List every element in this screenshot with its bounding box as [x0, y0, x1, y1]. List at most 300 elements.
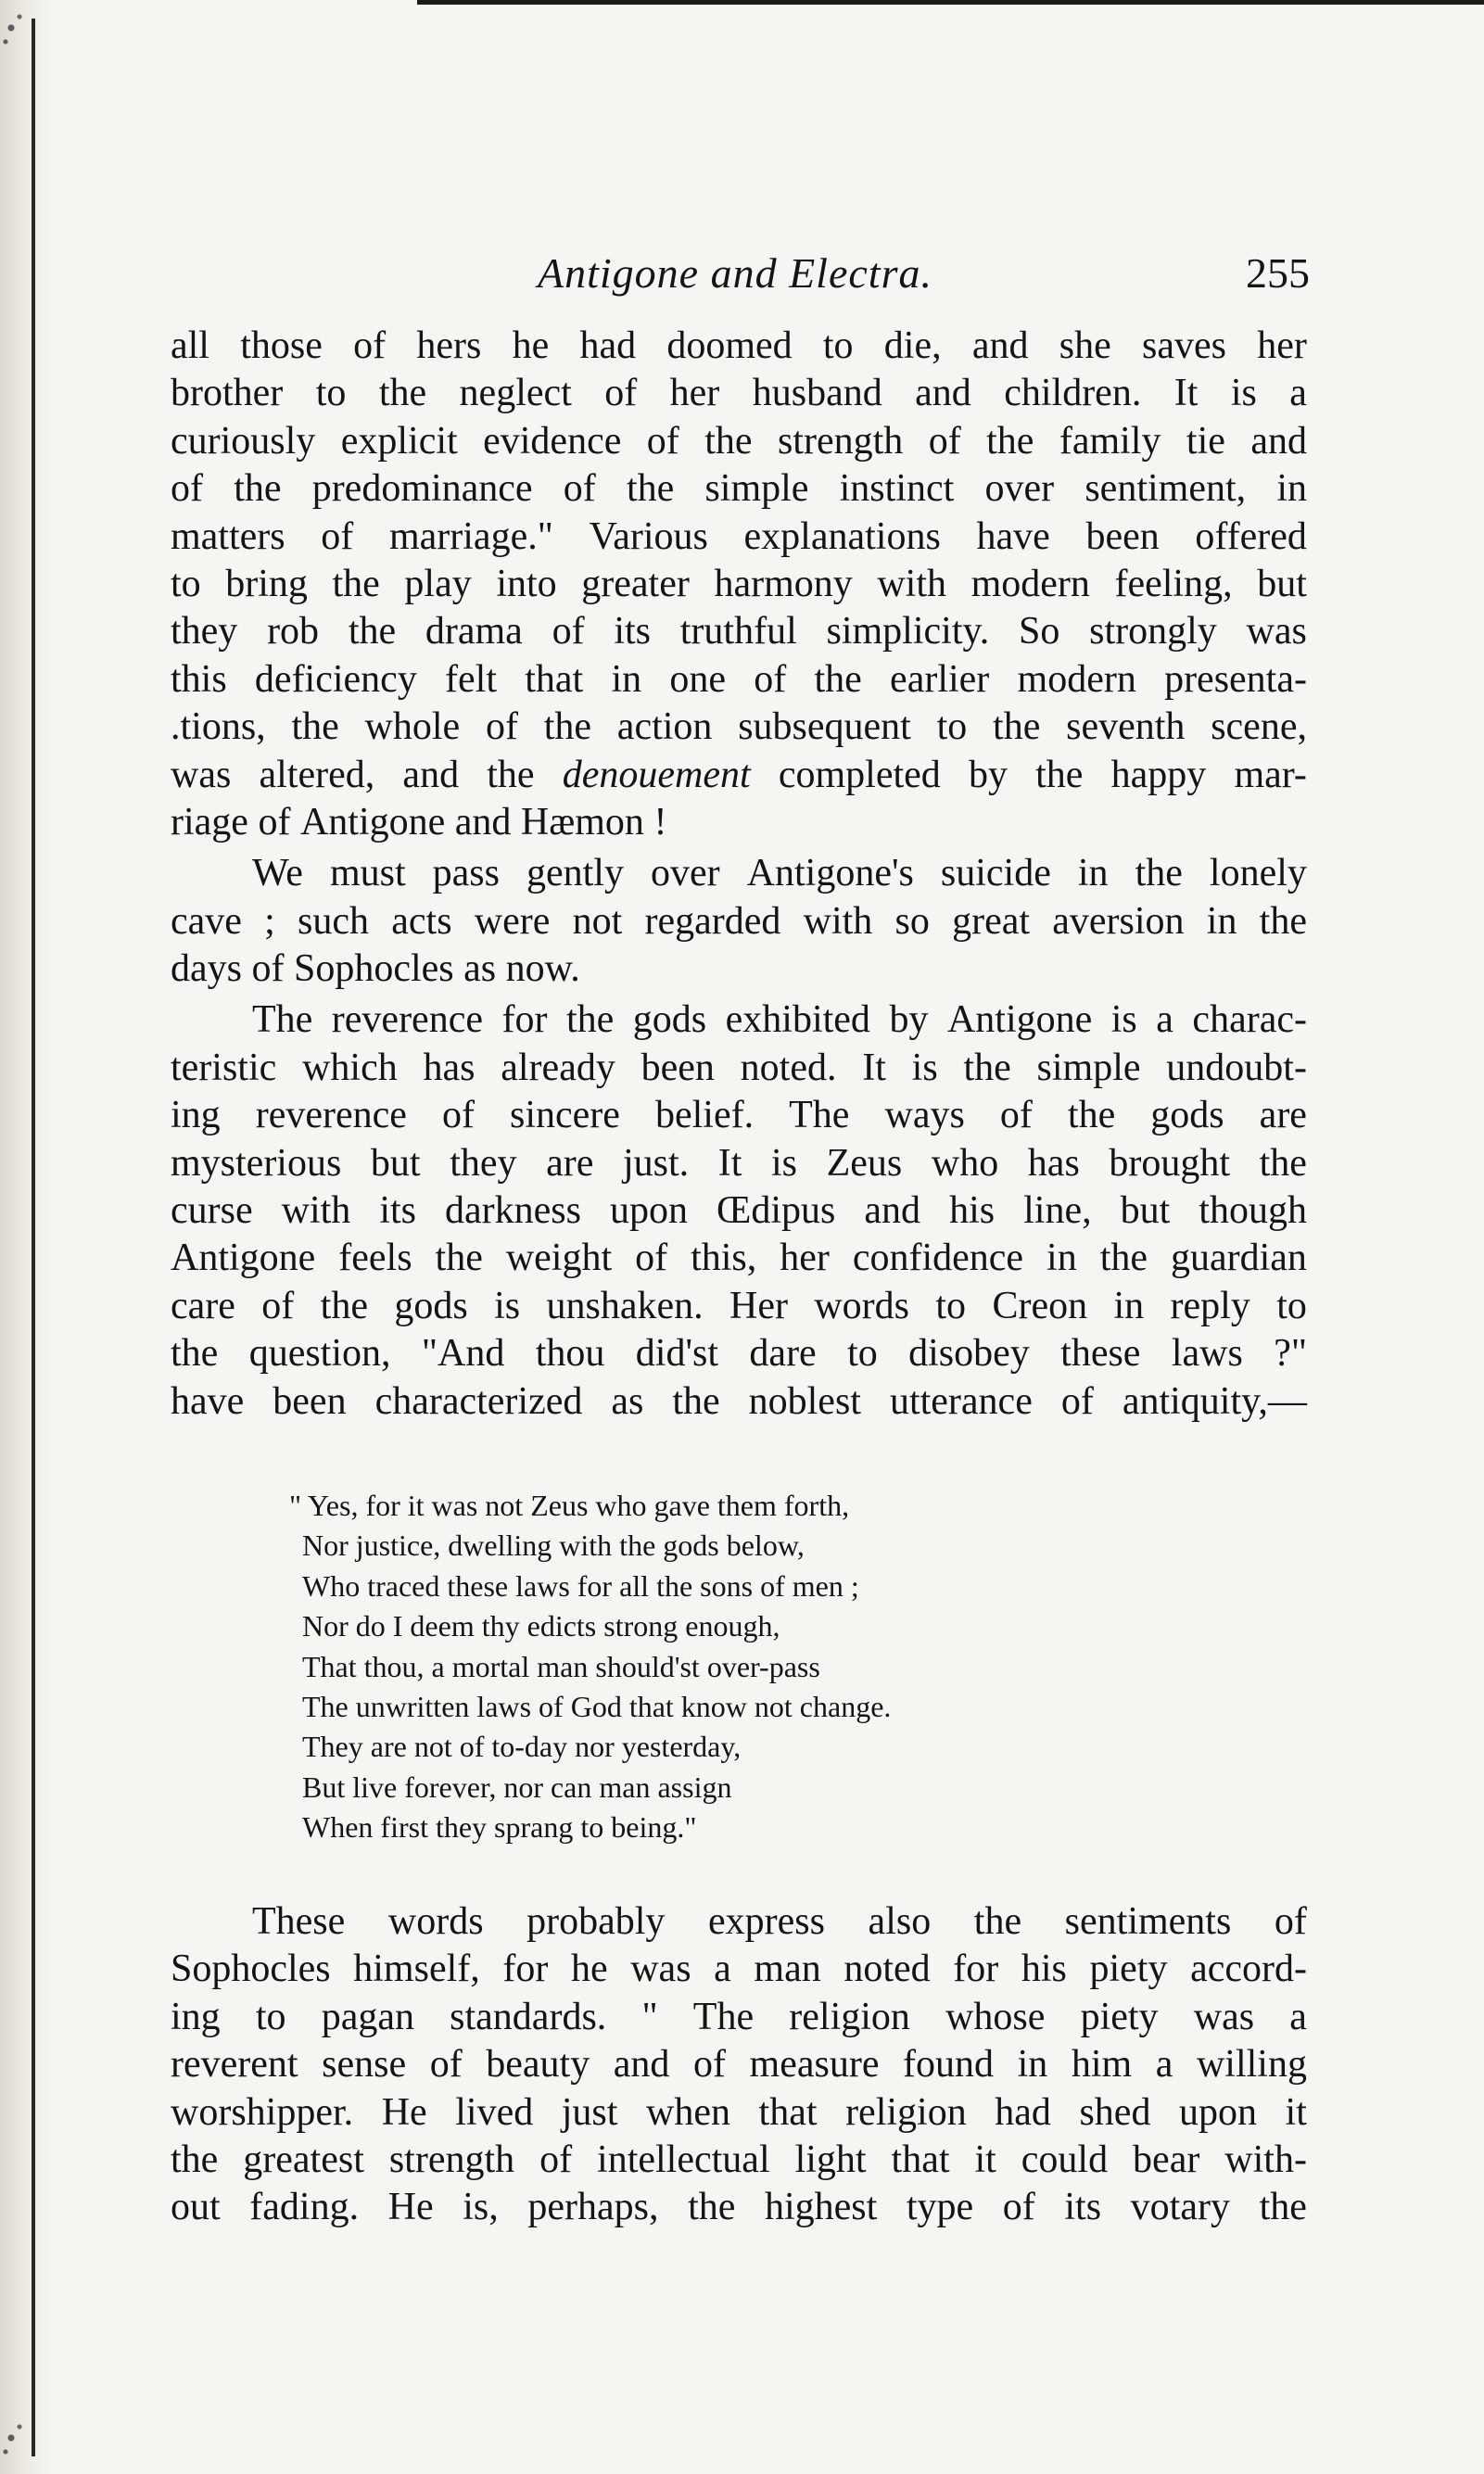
word: question, [248, 1332, 391, 1376]
word: of [999, 1094, 1033, 1137]
word: its [1064, 2186, 1102, 2229]
word: husband [752, 372, 882, 415]
word: they [450, 1141, 517, 1185]
word: it [1285, 2090, 1307, 2134]
text-line [171, 945, 1307, 993]
word: " [641, 1995, 658, 2038]
poem-line: That thou, a mortal man should'st over-pass [302, 1649, 820, 1683]
word: the [704, 419, 753, 463]
word: over [984, 467, 1055, 511]
word: and [915, 372, 971, 415]
word: It [1173, 372, 1199, 415]
text-line [171, 1330, 1307, 1377]
word: dare [749, 1332, 817, 1376]
text-line [171, 418, 1307, 465]
word: felt [445, 657, 498, 701]
word: belief. [654, 1094, 755, 1137]
word: Her [729, 1284, 788, 1327]
word: the [1035, 753, 1084, 796]
word: bear [1133, 2138, 1200, 2181]
word: the [378, 372, 427, 415]
word: just [561, 2090, 618, 2134]
word: by [889, 998, 929, 1042]
word: of [552, 610, 585, 653]
word: to [315, 372, 347, 415]
word: We [252, 852, 303, 895]
word: standards. [450, 1995, 607, 2038]
text-line [171, 898, 1307, 945]
word: they [171, 610, 238, 653]
word: riage [171, 800, 259, 844]
text-line [171, 2041, 1307, 2088]
text-line [171, 850, 1307, 897]
word: beauty [486, 2043, 590, 2087]
word: of [171, 467, 203, 511]
word: light [794, 2138, 867, 2181]
word: the [171, 1332, 219, 1376]
word: The [252, 998, 313, 1042]
text-line [171, 704, 1307, 751]
word: utterance [889, 1379, 1033, 1423]
word: the [234, 467, 282, 511]
word: of [1060, 1379, 1094, 1423]
word: of [441, 1094, 475, 1137]
word: care [171, 1284, 235, 1327]
word: sentiment, [1084, 467, 1247, 511]
text-line [171, 2137, 1307, 2184]
word: but [1257, 562, 1307, 605]
word: not [572, 899, 623, 943]
word: could [1021, 2138, 1109, 2181]
word: neglect [459, 372, 572, 415]
word: intellectual [597, 2138, 770, 2181]
word: is [771, 1141, 798, 1185]
word: .tions, [171, 705, 266, 749]
word: sincere [510, 1094, 620, 1137]
word: been [1085, 514, 1160, 558]
word: so [894, 899, 930, 943]
word: hers [416, 324, 482, 367]
word: for [501, 998, 548, 1042]
word: strongly [1089, 610, 1217, 653]
word: ing [171, 1094, 221, 1137]
running-title: Antigone and Electra. [538, 249, 932, 297]
word: that [758, 2090, 818, 2134]
text-line [171, 1187, 1307, 1235]
word: reverence [331, 998, 483, 1042]
text-line [171, 2089, 1307, 2137]
word: confidence [852, 1237, 1024, 1280]
word: probably [526, 1900, 666, 1943]
word: was [1246, 610, 1307, 653]
word: its [614, 610, 652, 653]
word: to [171, 562, 201, 605]
word: the [672, 1379, 720, 1423]
text-line [171, 465, 1307, 513]
word: gods [632, 998, 707, 1042]
text-line [171, 1140, 1307, 1187]
word: which [302, 1046, 398, 1089]
top-page-edge [417, 0, 1484, 5]
word: the [688, 2186, 736, 2229]
word: sentiments [1064, 1900, 1232, 1943]
poem-line: When first they sprang to being." [302, 1810, 697, 1845]
word: the [543, 705, 592, 749]
word: piety [1089, 1947, 1168, 1991]
word: was [630, 1947, 691, 1991]
word: to [847, 1332, 878, 1376]
word: for [502, 1947, 549, 1991]
text-line [171, 1283, 1307, 1330]
word: teristic [171, 1046, 277, 1089]
word: already [501, 1046, 615, 1089]
word: has [1027, 1141, 1080, 1185]
word: mar- [1234, 753, 1307, 796]
word: modern [1017, 657, 1136, 701]
word: truthful [679, 610, 797, 653]
word: the [348, 610, 397, 653]
word: lived [455, 2090, 534, 2134]
word: this, [691, 1237, 757, 1280]
text-line [171, 996, 1307, 1044]
word: mysterious [171, 1141, 342, 1185]
word: cave [171, 899, 242, 943]
word: undoubt- [1166, 1046, 1307, 1089]
word: Antigone [299, 800, 455, 844]
word: is [1110, 998, 1137, 1042]
word: characterized [374, 1379, 583, 1423]
word: gods [394, 1284, 468, 1327]
word: greatest [243, 2138, 364, 2181]
word: to [935, 1284, 967, 1327]
word: religion [845, 2090, 967, 2134]
word: the [1067, 1094, 1116, 1137]
word: sense [322, 2043, 407, 2087]
poem-line: Nor do I deem thy edicts strong enough, [302, 1609, 780, 1643]
word: it [974, 2138, 996, 2181]
word: to [1276, 1284, 1307, 1327]
word: the [435, 1237, 483, 1280]
text-line [171, 370, 1307, 417]
word: in [1276, 467, 1307, 511]
word: her [1257, 324, 1307, 367]
word: shed [1079, 2090, 1151, 2134]
word: the [332, 562, 380, 605]
word: one [669, 657, 727, 701]
word: over [651, 852, 720, 895]
word: Sophocles [294, 947, 464, 991]
word: tie [1186, 419, 1225, 463]
word: by [968, 753, 1008, 796]
word: earlier [890, 657, 990, 701]
word: ! [653, 800, 667, 844]
word: These [252, 1900, 346, 1943]
word: of [261, 1284, 295, 1327]
word: must [329, 852, 406, 895]
word: predominance [311, 467, 533, 511]
word: words [387, 1900, 484, 1943]
word: of [1274, 1900, 1307, 1943]
word: the [320, 1284, 368, 1327]
word: willing [1196, 2043, 1307, 2087]
word: scene, [1211, 705, 1307, 749]
word: found [903, 2043, 995, 2087]
word: and [971, 324, 1029, 367]
word: a [1289, 372, 1307, 415]
word: simplicity. [826, 610, 990, 653]
word: the [986, 419, 1034, 463]
page-number: 255 [1246, 249, 1310, 297]
word: greater [581, 562, 690, 605]
word: modern [970, 562, 1090, 605]
word: saves [1141, 324, 1226, 367]
word: Various [589, 514, 708, 558]
word: all [171, 324, 209, 367]
word: curse [171, 1189, 253, 1233]
word: unshaken. [546, 1284, 704, 1327]
word: words [814, 1284, 910, 1327]
word: though [1199, 1189, 1307, 1233]
word: suicide [940, 852, 1051, 895]
word: of [539, 2138, 573, 2181]
word: pagan [321, 1995, 414, 2038]
word: the [1259, 1141, 1307, 1185]
word: The [692, 1995, 755, 2038]
word: antiquity,— [1122, 1379, 1307, 1423]
word: noted. [740, 1046, 837, 1089]
word: completed [778, 753, 941, 796]
word: reply [1170, 1284, 1250, 1327]
word: with [281, 1189, 351, 1233]
word: strength [777, 419, 904, 463]
word: Sophocles [171, 1947, 331, 1991]
poem-line: " Yes, for it was not Zeus who gave them forth, [289, 1489, 850, 1522]
word: weight [505, 1237, 613, 1280]
word: a [1289, 1995, 1307, 2038]
text-line [171, 1235, 1307, 1282]
text-line [171, 1378, 1307, 1426]
poem-line: But live forever, nor can man assign [302, 1770, 732, 1804]
word: are [546, 1141, 594, 1185]
word: been [641, 1046, 715, 1089]
word: have [976, 514, 1050, 558]
word: when [646, 2090, 730, 2134]
word: He [387, 2186, 434, 2229]
poem-line: Who traced these laws for all the sons of men ; [302, 1568, 859, 1603]
word: seventh [1066, 705, 1186, 749]
text-line [171, 2184, 1307, 2231]
word: highest [764, 2186, 878, 2229]
word: is [494, 1284, 521, 1327]
word: simple [704, 467, 809, 511]
text-line [171, 1045, 1307, 1092]
poem-line: They are not of to-day nor yesterday, [302, 1730, 742, 1764]
word: curiously [171, 419, 316, 463]
text-line [171, 752, 1307, 799]
word: were [474, 899, 551, 943]
word: children. [1004, 372, 1142, 415]
word: him [1071, 2043, 1133, 2087]
word: that [525, 657, 584, 701]
word: the [626, 467, 675, 511]
word: acts [391, 899, 452, 943]
word: the [487, 753, 535, 796]
word: the [1259, 2186, 1307, 2229]
word: in [1113, 1284, 1145, 1327]
word: subsequent [738, 705, 911, 749]
word: laws [1171, 1332, 1243, 1376]
word: he [512, 324, 550, 367]
word: its [379, 1189, 417, 1233]
word: is, [463, 2186, 499, 2229]
word: instinct [839, 467, 955, 511]
word: these [1060, 1332, 1141, 1376]
word: in [1077, 852, 1109, 895]
word: the [1135, 852, 1183, 895]
word: of [321, 514, 354, 558]
word: offered [1195, 514, 1307, 558]
word: matters [171, 514, 285, 558]
word: Antigone's [746, 852, 914, 895]
word: whose [945, 1995, 1046, 2038]
word: measure [749, 2043, 880, 2087]
word: presenta- [1164, 657, 1307, 701]
word: express [708, 1900, 825, 1943]
word: accord- [1190, 1947, 1307, 1991]
word: in [611, 657, 642, 701]
word: exhibited [725, 998, 870, 1042]
word: worshipper. [171, 2090, 354, 2134]
poem-line: Nor justice, dwelling with the gods below, [302, 1529, 805, 1563]
word: a [714, 1947, 731, 1991]
word: noblest [748, 1379, 861, 1423]
word: harmony [714, 562, 853, 605]
text-line [171, 514, 1307, 561]
word: of [1002, 2186, 1035, 2229]
block-quote-poem [289, 1486, 892, 1848]
word: did'st [635, 1332, 719, 1376]
word: deficiency [254, 657, 417, 701]
running-head [174, 248, 1310, 308]
word: religion [789, 1995, 910, 2038]
word: and [454, 800, 521, 844]
word: was [171, 753, 232, 796]
word: and [1250, 419, 1307, 463]
word: in [1206, 899, 1237, 943]
word: ing [171, 1995, 221, 2038]
word: fading. [249, 2186, 360, 2229]
word: and [613, 2043, 670, 2087]
word: action [616, 705, 713, 749]
word: is [1230, 372, 1257, 415]
word: himself, [353, 1947, 480, 1991]
text-line [171, 1994, 1307, 2041]
word: of [604, 372, 638, 415]
word: drama [425, 610, 523, 653]
word: with- [1224, 2138, 1307, 2181]
word: feels [338, 1237, 412, 1280]
word: It [862, 1046, 886, 1089]
word: his [1021, 1947, 1067, 1991]
word: upon [610, 1189, 689, 1233]
binding-shadow-line [32, 19, 35, 2456]
word: simple [1036, 1046, 1141, 1089]
word: of [563, 467, 596, 511]
word: been [273, 1379, 347, 1423]
word: the [1099, 1237, 1148, 1280]
poem-line: The unwritten laws of God that know not change. [302, 1689, 892, 1723]
word: to [255, 1995, 286, 2038]
word: the [1259, 899, 1307, 943]
word: bring [225, 562, 308, 605]
word: play [404, 562, 472, 605]
binding-speck [0, 2410, 28, 2466]
word: also [868, 1900, 932, 1943]
word: He [381, 2090, 427, 2134]
word: the [814, 657, 862, 701]
word: Creon [992, 1284, 1088, 1327]
word: reverence [255, 1094, 407, 1137]
word: are [1259, 1094, 1307, 1137]
word: votary [1130, 2186, 1230, 2229]
text-line [171, 323, 1307, 370]
word: thou [535, 1332, 605, 1376]
word: but [1120, 1189, 1171, 1233]
word: such [298, 899, 370, 943]
word: It [717, 1141, 742, 1185]
word: lonely [1209, 852, 1307, 895]
word: but [370, 1141, 421, 1185]
word: to [936, 705, 968, 749]
word: as [463, 947, 506, 991]
word: the [171, 2138, 219, 2181]
word: the [993, 705, 1041, 749]
word: Antigone [171, 1237, 316, 1280]
binding-speck [0, 0, 28, 56]
word: whole [364, 705, 461, 749]
word: with [877, 562, 946, 605]
word: charac- [1192, 998, 1307, 1042]
word: So [1019, 610, 1060, 653]
word: the [291, 705, 339, 749]
word: feeling, [1114, 562, 1233, 605]
binding-edge [0, 0, 54, 2474]
word: of [754, 657, 787, 701]
word: and [402, 753, 460, 796]
word: piety [1080, 1995, 1159, 2038]
word: had [579, 324, 637, 367]
word: Œdipus [717, 1189, 836, 1233]
text-line [171, 1092, 1307, 1139]
word: was [1193, 1995, 1255, 2038]
word: the [963, 1046, 1011, 1089]
text-line [171, 561, 1307, 608]
word: into [496, 562, 557, 605]
word: Zeus [826, 1141, 903, 1185]
word: evidence [483, 419, 622, 463]
word: man [754, 1947, 821, 1991]
word: rob [267, 610, 320, 653]
word: noted [843, 1947, 931, 1991]
word: of [251, 947, 294, 991]
word: in [1046, 1237, 1077, 1280]
text-line [171, 1946, 1307, 1993]
word: ways [884, 1094, 965, 1137]
word: her [669, 372, 720, 415]
word: denouement [562, 753, 751, 796]
word: disobey [908, 1332, 1030, 1376]
text-line [171, 799, 1307, 846]
